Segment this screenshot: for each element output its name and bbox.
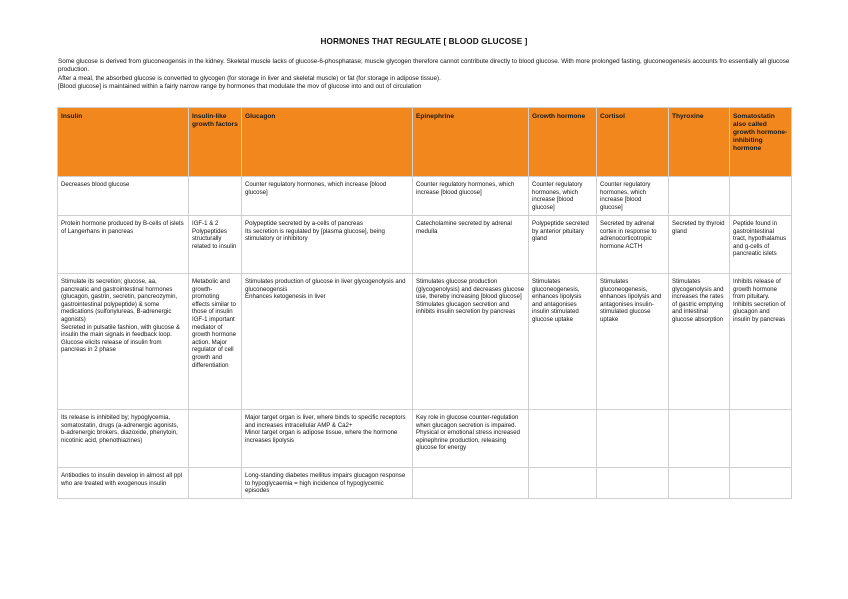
table-cell: Counter regulatory hormones, which increase [blood glucose] [597,177,669,216]
table-body [58,177,792,499]
table-cell [730,468,792,499]
table-cell: Counter regulatory hormones, which increase [blood glucose] [413,177,529,216]
intro-paragraphs [58,58,793,91]
header-somatostatin: Somatostatin also called growth hormone-inhibiting hormone [730,108,792,177]
table-cell: Antibodies to insulin develop in almost all ppl who are treated with exogenous insulin [58,468,189,499]
table-cell [189,410,242,468]
table-cell: Protein hormone produced by B-cells of islets of Langerhans in pancreas [58,216,189,274]
table-cell: Key role in glucose counter-regulation when glucagon secretion is impaired. Physical or emotional stress increased epinephrine production, releasing glucose for energy [413,410,529,468]
table-row [58,177,792,216]
table-cell: Long-standing diabetes mellitus impairs glucagon response to hypoglycaemia = high incidence of hypoglycemic episodes [242,468,413,499]
table-cell: Stimulates gluconeogenesis, enhances lipolysis and antagonises insulin stimulated glucose uptake [529,274,597,410]
table-cell [597,410,669,468]
table-cell: Stimulates glycogenolysis and increases the rates of gastric emptying and intestinal glucose absorption [669,274,730,410]
table-cell: Peptide found in gastrointestinal tract, hypothalamus and g-cells of pancreatic islets [730,216,792,274]
table-cell: Stimulates glucose production (glycogenolysis) and decreases glucose use, thereby increasing [blood glucose] Stimulates glucagon secretion and inhibits insulin secretion by pancreas [413,274,529,410]
table-cell: IGF-1 & 2 Polypeptides structurally related to insulin [189,216,242,274]
table-row [58,468,792,499]
table-row [58,410,792,468]
table-cell: Counter regulatory hormones, which increase [blood glucose] [529,177,597,216]
table-cell: Polypeptide secreted by anterior pituitary gland [529,216,597,274]
header-glucagon: Glucagon [242,108,413,177]
table-cell: Decreases blood glucose [58,177,189,216]
table-cell [730,177,792,216]
table-cell: Stimulates gluconeogenesis, enhances lipolysis and antagonises insulin-stimulated glucose uptake [597,274,669,410]
header-epinephrine: Epinephrine [413,108,529,177]
page-title: HORMONES THAT REGULATE [ BLOOD GLUCOSE ] [320,37,528,46]
table-cell [669,177,730,216]
table-cell [529,410,597,468]
table-cell [597,468,669,499]
table-cell: Major target organ is liver, where binds to specific receptors and increases intracellular AMP & Ca2+ Minor target organ is adipose tissue, where the hormone increases lipolysis [242,410,413,468]
table-cell: Catecholamine secreted by adrenal medulla [413,216,529,274]
hormone-table [57,107,792,499]
table-row [58,216,792,274]
cell-line: Polypeptide secreted by a-cells of pancreas Its secretion is regulated by [plasma glucose], being stimulatory or inhibitory [245,220,385,243]
table-cell [189,177,242,216]
table-cell [189,468,242,499]
table-cell: Inhibits release of growth hormone from pituitary. Inhibits secretion of glucagon and insulin by pancreas [730,274,792,410]
table-cell: Its release is inhibited by; hypoglycemia, somatostatin, drugs (a-adrenergic agonists, b-adrenergic brokers, diazoxide, phenytoin, nicotinic acid, phenothiazines) [58,410,189,468]
intro-paragraph: After a meal, the absorbed glucose is converted to glycogen (for storage in liver and skeletal muscle) or fat (for storage in adipose tissue). [58,74,441,82]
table-cell [413,468,529,499]
header-growth-hormone: Growth hormone [529,108,597,177]
header-thyroxine: Thyroxine [669,108,730,177]
table-cell [669,468,730,499]
table-cell [529,468,597,499]
header-cortisol: Cortisol [597,108,669,177]
table-cell [242,216,413,274]
table-cell [669,410,730,468]
table-cell [730,410,792,468]
intro-paragraph: Some glucose is derived from gluconeogensis in the kidney. Skeletal muscle lacks of glucose-6-phosphatase; muscle glycogen therefore cannot contribute directly to blood glucose. With more prolonged fasting, gluconeogenesis accounts fro essentially all glucose production. [58,58,790,74]
table-cell: Secreted by thyroid gland [669,216,730,274]
table-row [58,274,792,410]
table-cell: Metabolic and growth-promoting effects similar to those of insulin IGF-1 important mediator of growth hormone action. Major regulator of cell growth and differentiation [189,274,242,410]
table-cell: Stimulates production of glucose in liver glycogenolysis and gluconeogensis Enhances ketogenesis in liver [242,274,413,410]
table-cell: Stimulate its secretion; glucose, aa, pancreatic and gastrointestinal hormones (glucagon, gastrin, secretin, pancreozymin, gastrointestinal polypeptide) & some medications (sulfonylureas, B-adrenergic agonists) Secreted in pulsatile fashion, with glucose & insulin the main signals in feedback loop. Glucose elicits release of insulin from pancreas in 2 phase [58,274,189,410]
table-header-row [58,108,792,177]
header-insulin: Insulin [58,108,189,177]
header-insulin-like-growth-factors: Insulin-like growth factors [189,108,242,177]
intro-paragraph: [Blood glucose] is maintained within a fairly narrow range by hormones that modulate the mov of glucose into and out of circulation [58,82,422,90]
table-cell: Counter regulatory hormones, which increase [blood glucose] [242,177,413,216]
table-cell: Secreted by adrenal cortex in response to adrenocorticotropic hormone ACTH [597,216,669,274]
